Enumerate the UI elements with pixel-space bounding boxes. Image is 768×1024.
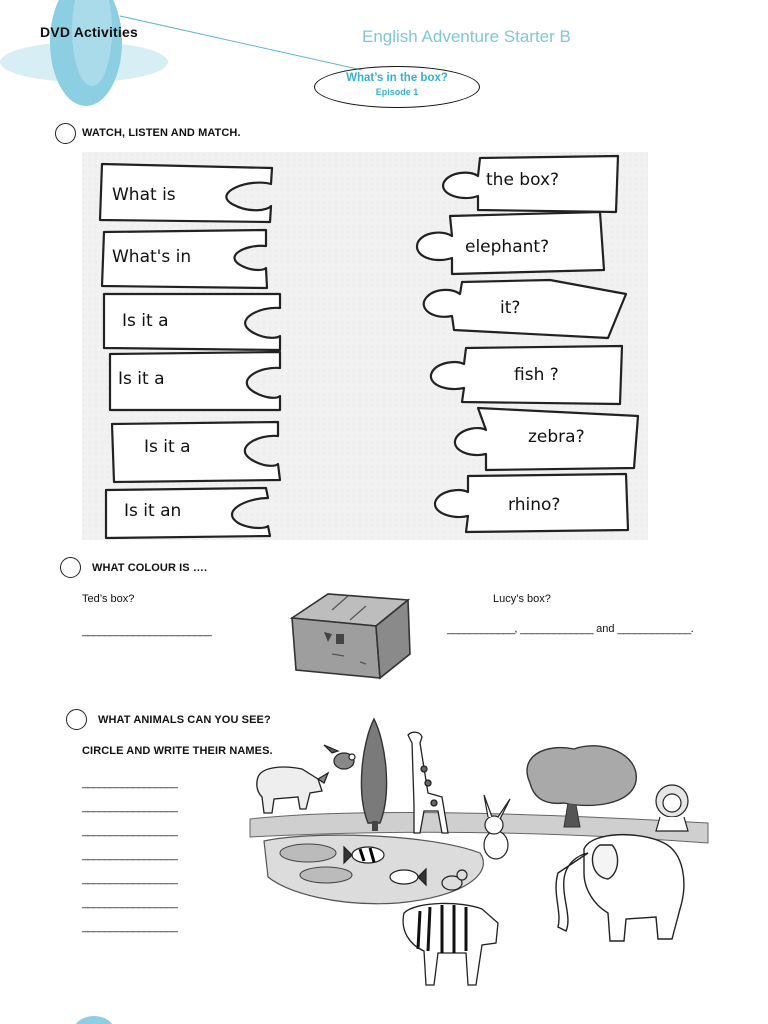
animal-scene-image — [248, 713, 710, 1003]
svg-text:the box? — [486, 170, 559, 190]
animal-name-line-1: _________________ — [82, 777, 178, 789]
cardboard-box-image — [288, 590, 412, 680]
svg-text:Is it a — [122, 311, 168, 331]
animal-name-line-2: _________________ — [82, 801, 178, 813]
piece-right-5: zebra? — [528, 427, 585, 447]
piece-left-6: Is it an — [124, 501, 182, 521]
piece-left-3: Is it a — [122, 311, 169, 331]
worksheet-title: What’s in the box? — [346, 72, 448, 84]
section-label: DVD Activities — [40, 24, 138, 40]
answer-circle-1 — [55, 123, 76, 144]
svg-text:rhino? — [508, 495, 560, 515]
piece-left-4: Is it a — [118, 369, 165, 389]
and-word: and — [596, 623, 615, 635]
lucys-box-label: Lucy’s box? — [493, 593, 551, 605]
svg-text:it? — [500, 298, 520, 318]
svg-text:elephant? — [465, 237, 549, 257]
lucys-blank-2: _____________ — [520, 623, 594, 635]
animal-name-line-3: _________________ — [82, 825, 178, 837]
svg-text:What is — [112, 185, 176, 205]
svg-text:Is it an — [124, 501, 181, 521]
svg-text:fish ? — [514, 365, 559, 385]
lucys-blank-3: _____________. — [617, 623, 694, 635]
teds-box-label: Ted’s box? — [82, 593, 135, 605]
animal-name-line-4: _________________ — [82, 849, 178, 861]
worksheet-title-ellipse — [314, 66, 480, 108]
piece-left-2: What's in — [112, 247, 192, 267]
teds-box-answer-line: _______________________ — [82, 625, 212, 637]
animal-name-line-5: _________________ — [82, 873, 178, 885]
svg-text:What's in — [112, 247, 191, 267]
answer-circle-3 — [66, 709, 87, 730]
piece-right-6: rhino? — [508, 495, 561, 515]
piece-right-1: the box? — [486, 170, 560, 190]
animal-name-line-7: _________________ — [82, 921, 178, 933]
piece-right-3: it? — [500, 298, 521, 318]
piece-right-2: elephant? — [465, 237, 550, 257]
instruction-circle-write: CIRCLE AND WRITE THEIR NAMES. — [82, 745, 273, 757]
episode-label: Episode 1 — [375, 87, 419, 97]
animal-name-line-6: _________________ — [82, 897, 178, 909]
piece-left-5: Is it a — [144, 437, 191, 457]
puzzle-match-image — [82, 152, 648, 540]
piece-left-1: What is — [112, 185, 176, 205]
lucys-blank-1: ____________, — [447, 623, 517, 635]
svg-text:Is it a — [144, 437, 190, 457]
instruction-colour: WHAT COLOUR IS …. — [92, 562, 208, 574]
instruction-animals: WHAT ANIMALS CAN YOU SEE? — [98, 714, 271, 726]
svg-text:Is it a — [118, 369, 164, 389]
svg-text:zebra? — [528, 427, 585, 447]
instruction-match: WATCH, LISTEN AND MATCH. — [82, 127, 241, 139]
answer-circle-2 — [60, 557, 81, 578]
lucys-box-answer-line — [447, 623, 693, 635]
course-title: English Adventure Starter B — [362, 27, 571, 46]
piece-right-4: fish ? — [514, 365, 559, 385]
